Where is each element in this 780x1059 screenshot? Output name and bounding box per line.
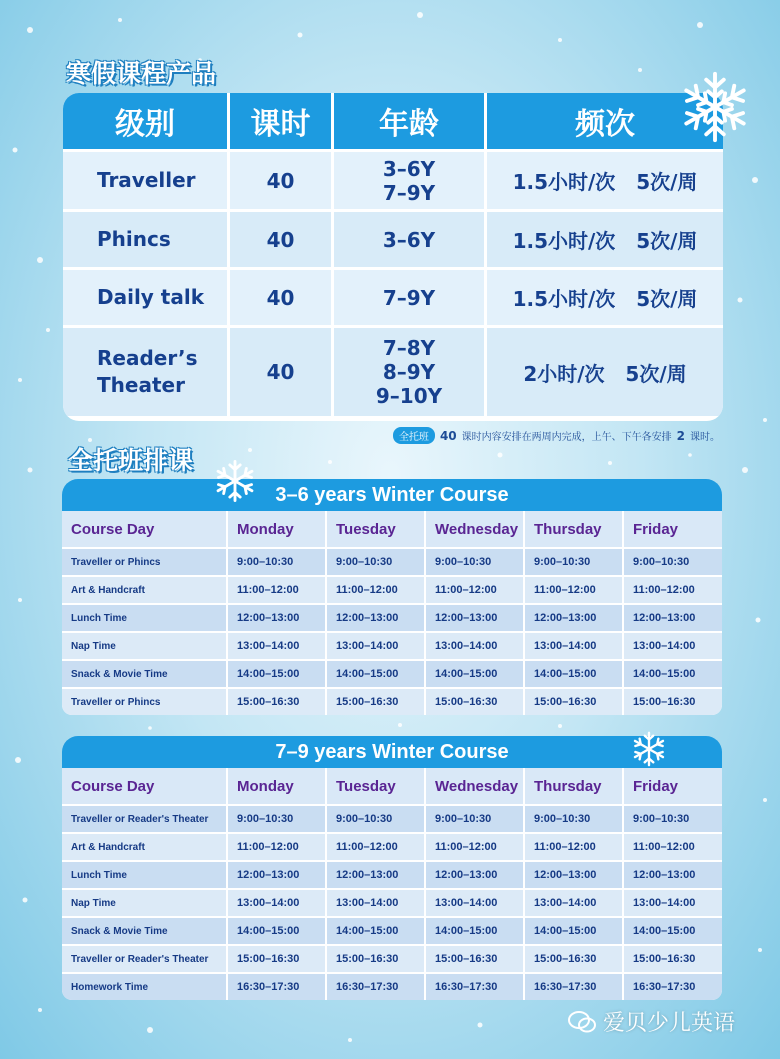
day-header: Monday [228,768,327,804]
time-cell: 11:00–12:00 [525,834,624,860]
time-cell: 9:00–10:30 [327,806,426,832]
note-num1: 40 [439,428,457,443]
time-cell: 11:00–12:00 [327,834,426,860]
day-header: Monday [228,511,327,547]
product-table [63,93,723,421]
time-cell: 14:00–15:00 [633,925,696,937]
level-cell [63,212,230,267]
time-cell: 15:00–16:30 [633,696,696,708]
time-cell: 13:00–14:00 [525,633,624,659]
time-cell: 9:00–10:30 [426,806,525,832]
time-cell: 15:00–16:30 [525,946,624,972]
course-day-header: Course Day [62,511,228,547]
time-cell: 13:00–14:00 [633,897,696,909]
product-row [63,267,723,325]
course-name: Lunch Time [62,605,228,631]
time-cell: 11:00–12:00 [426,577,525,603]
time-cell: 14:00–15:00 [426,661,525,687]
time-cell: 15:00–16:30 [327,946,426,972]
level-cell [63,152,230,209]
time-cell: 9:00–10:30 [633,813,690,825]
course-name: Traveller or Reader's Theater [62,946,228,972]
time-cell: 14:00–15:00 [327,918,426,944]
time-cell: 14:00–15:00 [525,661,624,687]
time-cell: 9:00–10:30 [228,806,327,832]
product-row [63,325,723,416]
schedule-7-9 [62,736,722,1000]
time-cell: 12:00–13:00 [228,605,327,631]
time-cell: 14:00–15:00 [327,661,426,687]
time-cell: 9:00–10:30 [633,556,690,568]
age-text: 9–10Y [375,384,443,408]
course-name: Nap Time [62,890,228,916]
product-row [63,149,723,209]
course-name: Homework Time [62,974,228,1000]
time-cell: 9:00–10:30 [525,806,624,832]
time-cell: 11:00–12:00 [633,841,695,853]
snowflake-icon [630,730,668,768]
time-cell: 13:00–14:00 [228,890,327,916]
schedule-row [62,888,722,916]
day-header: Friday [633,777,679,795]
header-level: 级别 [63,93,230,149]
age-cell [334,328,487,416]
level-text: Theater [97,373,185,397]
product-row [63,209,723,267]
time-cell: 12:00–13:00 [426,605,525,631]
age-cell [334,270,487,325]
schedule-header-row [62,768,722,804]
schedule-title: 7–9 years Winter Course [62,736,722,768]
time-cell: 12:00–13:00 [327,862,426,888]
level-cell [63,270,230,325]
time-cell: 12:00–13:00 [228,862,327,888]
time-cell: 12:00–13:00 [327,605,426,631]
time-cell: 12:00–13:00 [633,869,696,881]
time-cell: 14:00–15:00 [228,661,327,687]
schedule-heading: 全托班排课 [68,446,194,475]
time-cell: 13:00–14:00 [525,890,624,916]
age-text: 3–6Y [382,227,436,252]
schedule-row [62,972,722,1000]
schedule-row [62,804,722,832]
course-day-header: Course Day [62,768,228,804]
frequency-cell: 2小时/次 5次/周 [523,361,687,386]
time-cell: 15:00–16:30 [633,953,696,965]
course-name: Traveller or Reader's Theater [62,806,228,832]
time-cell: 11:00–12:00 [525,577,624,603]
schedule-row [62,659,722,687]
frequency-cell: 1.5小时/次 5次/周 [512,287,698,311]
schedule-3-6 [62,479,722,715]
time-cell: 15:00–16:30 [228,689,327,715]
course-name: Traveller or Phincs [62,689,228,715]
hours-cell: 40 [230,270,334,325]
time-cell: 13:00–14:00 [633,640,696,652]
level-text: Traveller [97,168,196,192]
schedule-row [62,603,722,631]
schedule-row [62,575,722,603]
schedule-row [62,547,722,575]
time-cell: 15:00–16:30 [228,946,327,972]
frequency-cell: 1.5小时/次 5次/周 [512,229,698,253]
brand-name: 爱贝少儿英语 [603,1011,736,1036]
time-cell: 12:00–13:00 [525,605,624,631]
age-text: 7–9Y [382,180,436,205]
course-name: Snack & Movie Time [62,661,228,687]
note-text2: 课时。 [690,432,720,443]
time-cell: 14:00–15:00 [426,918,525,944]
time-cell: 9:00–10:30 [525,549,624,575]
day-header: Friday [633,520,679,538]
time-cell: 14:00–15:00 [228,918,327,944]
product-table-header [63,93,723,149]
time-cell: 13:00–14:00 [426,633,525,659]
time-cell: 9:00–10:30 [327,549,426,575]
time-cell: 11:00–12:00 [633,584,695,596]
time-cell: 15:00–16:30 [426,946,525,972]
time-cell: 13:00–14:00 [426,890,525,916]
header-hours: 课时 [230,93,334,149]
time-cell: 11:00–12:00 [426,834,525,860]
header-age: 年龄 [334,93,487,149]
time-cell: 15:00–16:30 [426,689,525,715]
note-num2: 2 [676,428,685,443]
product-heading: 寒假课程产品 [66,59,217,88]
time-cell: 12:00–13:00 [426,862,525,888]
time-cell: 16:30–17:30 [228,974,327,1000]
note-badge: 全托班 [393,427,435,444]
time-cell: 13:00–14:00 [327,633,426,659]
time-cell: 12:00–13:00 [633,612,696,624]
time-cell: 14:00–15:00 [525,918,624,944]
age-text: 8–9Y [382,360,436,384]
day-header: Thursday [525,511,624,547]
course-name: Snack & Movie Time [62,918,228,944]
time-cell: 16:30–17:30 [525,974,624,1000]
hours-cell: 40 [230,328,334,416]
time-cell: 12:00–13:00 [525,862,624,888]
time-cell: 11:00–12:00 [327,577,426,603]
time-cell: 14:00–15:00 [633,668,696,680]
frequency-cell: 1.5小时/次 5次/周 [512,170,698,194]
age-text: 7–8Y [382,336,436,360]
age-text: 3–6Y [382,156,436,181]
time-cell: 13:00–14:00 [327,890,426,916]
day-header: Tuesday [327,768,426,804]
day-header: Thursday [525,768,624,804]
hours-cell: 40 [230,212,334,267]
time-cell: 13:00–14:00 [228,633,327,659]
level-text: Daily talk [97,285,205,309]
schedule-row [62,832,722,860]
course-name: Lunch Time [62,862,228,888]
schedule-row [62,860,722,888]
note-text1: 课时内容安排在两周内完成，上午、下午各安排 [461,432,672,443]
time-cell: 16:30–17:30 [633,981,696,993]
time-cell: 15:00–16:30 [327,689,426,715]
schedule-row [62,916,722,944]
time-cell: 11:00–12:00 [228,577,327,603]
snowflake-icon [212,458,258,504]
schedule-row [62,631,722,659]
wechat-icon [567,1009,597,1035]
course-name: Art & Handcraft [62,577,228,603]
schedule-header-row [62,511,722,547]
time-cell: 9:00–10:30 [426,549,525,575]
time-cell: 11:00–12:00 [228,834,327,860]
schedule-row [62,687,722,715]
schedule-note [393,427,720,444]
time-cell: 9:00–10:30 [228,549,327,575]
course-name: Nap Time [62,633,228,659]
age-cell [334,212,487,267]
hours-cell: 40 [230,152,334,209]
day-header: Tuesday [327,511,426,547]
course-name: Art & Handcraft [62,834,228,860]
level-text: Reader’s [97,346,198,370]
age-text: 7–9Y [382,285,436,310]
day-header: Wednesday [426,511,525,547]
time-cell: 15:00–16:30 [525,689,624,715]
schedule-title: 3–6 years Winter Course [62,479,722,511]
level-text: Phincs [97,227,171,251]
brand-watermark [567,1006,735,1037]
level-cell [63,328,230,416]
time-cell: 16:30–17:30 [327,974,426,1000]
age-cell [334,152,487,209]
time-cell: 16:30–17:30 [426,974,525,1000]
header-frequency: 频次 [575,107,635,142]
day-header: Wednesday [426,768,525,804]
schedule-row [62,944,722,972]
snowflake-icon [676,68,754,146]
course-name: Traveller or Phincs [62,549,228,575]
